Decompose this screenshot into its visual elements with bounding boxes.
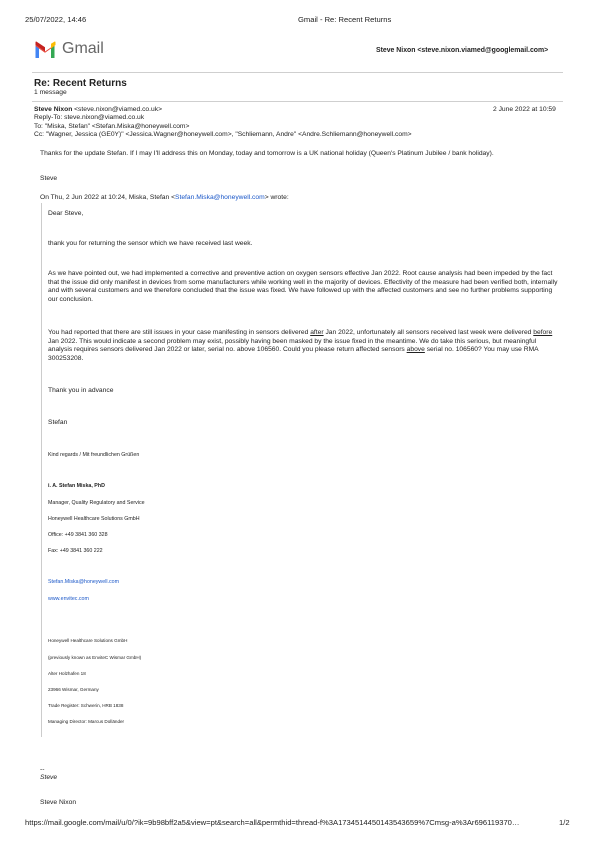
legal-register: Trade Register: Schwerin, HRB 1838	[48, 703, 124, 708]
sig-office: Office: +49 3841 360 328	[48, 532, 108, 538]
to-line: To: "Miska, Stefan" <Stefan.Miska@honeywell.com>	[34, 123, 190, 130]
quote-header-pre: On Thu, 2 Jun 2022 at 10:24, Miska, Stefan <	[40, 194, 176, 201]
sig-name: i. A. Stefan Miska, PhD	[48, 483, 105, 489]
reply-to-line: Reply-To: steve.nixon@viamed.co.uk	[34, 114, 145, 121]
print-page-number: 1/2	[559, 818, 570, 827]
message-sign: Steve	[40, 175, 58, 182]
legal-previous-name: (previously known as EnviteC Wismar GmbH)	[48, 655, 142, 660]
quote-p3-part-a: You had reported that there are still issues in your case manifesting in sensors delivered	[48, 329, 311, 336]
legal-company: Honeywell Healthcare Solutions GmbH	[48, 638, 128, 643]
quote-p1: thank you for returning the sensor which we have received last week.	[48, 240, 253, 247]
sender-email: <steve.nixon@viamed.co.uk>	[74, 106, 162, 113]
quote-border	[41, 203, 42, 737]
legal-director: Managing Director: Marcus Dolländer	[48, 719, 125, 724]
quote-header-post: > wrote:	[264, 194, 289, 201]
gmail-logo-text: Gmail	[62, 40, 104, 57]
sig-title: Manager, Quality Regulatory and Service	[48, 500, 145, 506]
sig-email-link[interactable]: Stefan.Miska@honeywell.com	[48, 579, 120, 585]
quote-sender-email-link[interactable]: Stefan.Miska@honeywell.com	[175, 194, 265, 201]
signature-full: Steve Nixon	[40, 799, 77, 806]
quote-greeting: Dear Steve,	[48, 210, 84, 217]
quote-regards: Kind regards / Mit freundlichen Grüßen	[48, 452, 140, 458]
quote-name: Stefan	[48, 419, 68, 426]
print-datetime: 25/07/2022, 14:46	[25, 15, 87, 24]
quote-p3-part-d: serial no. 106560? You may use RMA 300253208.	[48, 346, 539, 362]
account-email: Steve Nixon <steve.nixon.viamed@googlemail.com>	[376, 47, 549, 54]
print-url: https://mail.google.com/mail/u/0/?ik=9b98bff2a5&view=pt&search=all&permthid=thread-f%3A1734514450143543659%7Cmsg-a%3Ar696119370…	[25, 818, 520, 827]
cc-line: Cc: "Wagner, Jessica (GE0Y)" <Jessica.Wagner@honeywell.com>, "Schliemann, Andre" <Andre.Schliemann@honeywell.com>	[34, 131, 412, 138]
quote-p3	[48, 329, 559, 363]
signature-dashes: --	[40, 766, 45, 773]
header-divider	[32, 72, 563, 73]
quote-header	[40, 194, 289, 202]
legal-street: Alter Holzhafen 18	[48, 671, 86, 676]
sig-web-link[interactable]: www.envitec.com	[48, 596, 89, 602]
sig-fax: Fax: +49 3841 360 222	[48, 548, 103, 554]
quote-p3-above: above	[406, 346, 425, 353]
print-title: Gmail - Re: Recent Returns	[298, 15, 392, 24]
sig-company: Honeywell Healthcare Solutions GmbH	[48, 516, 140, 522]
sender-name: Steve Nixon	[34, 106, 73, 113]
legal-city: 23966 Wismar, Germany	[48, 687, 99, 692]
quote-p3-before: before	[533, 329, 553, 336]
thread-subject: Re: Recent Returns	[34, 78, 127, 89]
quote-p3-part-c: Jan 2022. This would indicate a second problem may exist, possibly having been masked by the issue fixed in the meantime. We do take this serious, but meaningful analysis requires sensors delivered Jan 2022 or later, serial no. above 106560. Could you please return affected sensors	[48, 337, 537, 353]
subject-divider	[32, 101, 563, 102]
message-body: Thanks for the update Stefan. If I may I'll address this on Monday, today and tomorrow is a UK national holiday (Queen's Platinum Jubilee / bank holiday).	[40, 150, 494, 157]
gmail-logo-icon	[34, 41, 56, 58]
message-count: 1 message	[34, 89, 67, 96]
signature-short: Steve	[40, 774, 58, 781]
quote-p2: As we have pointed out, we had implemented a corrective and preventive action on oxygen sensors effective Jan 2022. Root cause analysis had been impeded by the fact that the issue did only manifest in devices from some manufacturers while working well in the majority of devices. Effectivity of the measure had been verified both, internally and with several customers and we therefore concluded that the issue was fixed. We have followed up with the affected customers and see no further problems supporting our conclusion.	[48, 270, 558, 303]
quote-thanks: Thank you in advance	[48, 387, 114, 394]
message-date: 2 June 2022 at 10:59	[493, 106, 556, 113]
quote-p3-after: after	[310, 329, 324, 336]
quote-p3-part-b: Jan 2022, unfortunately all sensors received last week were delivered	[323, 329, 534, 336]
